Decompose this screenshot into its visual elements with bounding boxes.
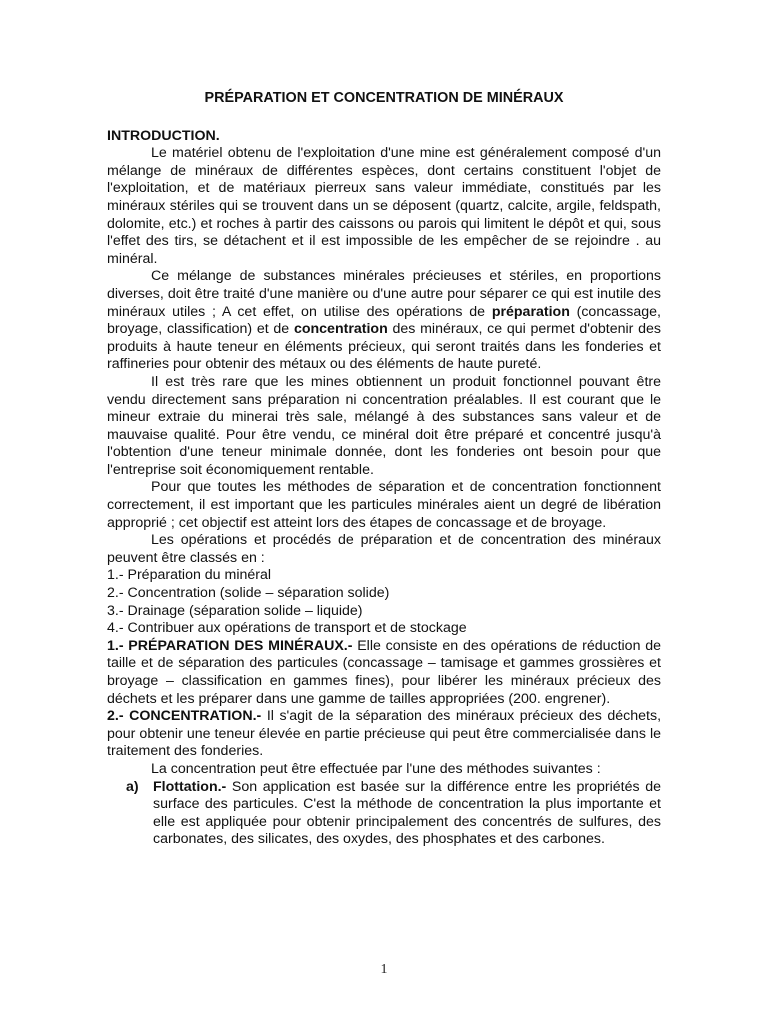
methods-intro: La concentration peut être effectuée par l'une des méthodes suivantes :	[151, 760, 601, 777]
document-body	[107, 90, 661, 849]
intro-p2-bold-concentration: concentration	[293, 321, 388, 338]
page-number: 1	[380, 962, 388, 977]
list-item: 3.- Drainage (séparation solide – liquide)	[107, 602, 363, 619]
method-a-body	[153, 779, 661, 849]
section-2-text: Il s'agit de la séparation des minéraux précieux des déchets, pour obtenir une teneur élevée en partie précieuse qui peut être commercialisée dans le traitement des fonderies.	[107, 708, 662, 760]
intro-paragraph-1: Le matériel obtenu de l'exploitation d'une mine est généralement composé d'un mélange de minéraux de différentes espèces, dont certains constituent l'objet de l'exploitation, et de matériaux pierreux sans valeur immédiate, constitués par les minéraux stériles qui se trouvent dans un se déposent (quartz, calcite, argile, feldspath, dolomite, etc.) et roches à partir des caissons ou parois qui limitent le dépôt et qui, sous l'effet des tirs, se détachent et il est impossible de les empêcher de se rejoindre . au minéral.	[107, 145, 661, 267]
section-2-heading: 2.- CONCENTRATION.-	[107, 708, 262, 725]
intro-paragraph-3: Il est très rare que les mines obtiennent un produit fonctionnel pouvant être vendu directement sans préparation ni concentration préalables. Il est courant que le mineur extraie du minerai très sale, mélangé à des substances sans valeur et de mauvaise qualité. Pour être vendu, ce minéral doit être préparé et concentré jusqu'à l'obtention d'une teneur minimale donnée, dont les fonderies ont besoin pour que l'entreprise soit économiquement rentable.	[107, 373, 661, 478]
intro-p2-text-3: des minéraux, ce qui permet d'obtenir des produits à haute teneur en éléments précieux, qui seront traités dans les fonderies et raffineries pour obtenir des métaux ou des éléments de haute pureté.	[107, 321, 662, 373]
section-1-heading: 1.- PRÉPARATION DES MINÉRAUX.-	[107, 637, 353, 654]
intro-paragraph-2	[107, 268, 661, 374]
section-1-paragraph	[107, 638, 661, 708]
intro-p2-text-2: (concassage, broyage, classification) et de	[107, 303, 661, 338]
intro-p2-text-1: Ce mélange de substances minérales précieuses et stériles, en proportions diverses, doit être traité d'une manière ou d'une autre pour séparer ce qui est inutile des minéraux utiles ; A cet effet, on utilise des opérations de	[107, 268, 661, 320]
method-a-item	[126, 779, 661, 849]
method-a-marker: a)	[126, 778, 139, 795]
introduction-heading: INTRODUCTION.	[107, 127, 220, 144]
intro-p2-bold-preparation: préparation	[491, 303, 570, 320]
section-2-paragraph	[107, 708, 661, 761]
list-item: 2.- Concentration (solide – séparation solide)	[107, 585, 390, 602]
list-item: 1.- Préparation du minéral	[107, 567, 272, 584]
list-item: 4.- Contribuer aux opérations de transport et de stockage	[107, 620, 467, 637]
classification-list	[107, 567, 661, 637]
section-1-text: Elle consiste en des opérations de réduction de taille et de séparation des particules (concassage – tamisage et gammes grossières et broyage – classification en gammes fines), pour libérer les minéraux précieux des déchets et les préparer dans une gamme de tailles appropriées (200. engrener).	[107, 637, 661, 707]
intro-paragraph-5: Les opérations et procédés de préparation et de concentration des minéraux peuvent être classés en :	[107, 532, 661, 566]
method-a-text: Son application est basée sur la différence entre les propriétés de surface des particules. C'est la méthode de concentration la plus importante et elle est appliquée pour obtenir principalement des concentrés de sulfures, des carbonates, des silicates, des oxydes, des phosphates et des carbones.	[153, 778, 661, 848]
intro-paragraph-4: Pour que toutes les méthodes de séparation et de concentration fonctionnent correctement, il est important que les particules minérales aient un degré de libération approprié ; cet objectif est atteint lors des étapes de concassage et de broyage.	[107, 479, 661, 531]
page-title: PRÉPARATION ET CONCENTRATION DE MINÉRAUX	[204, 90, 564, 106]
method-a-heading: Flottation.-	[153, 778, 227, 795]
